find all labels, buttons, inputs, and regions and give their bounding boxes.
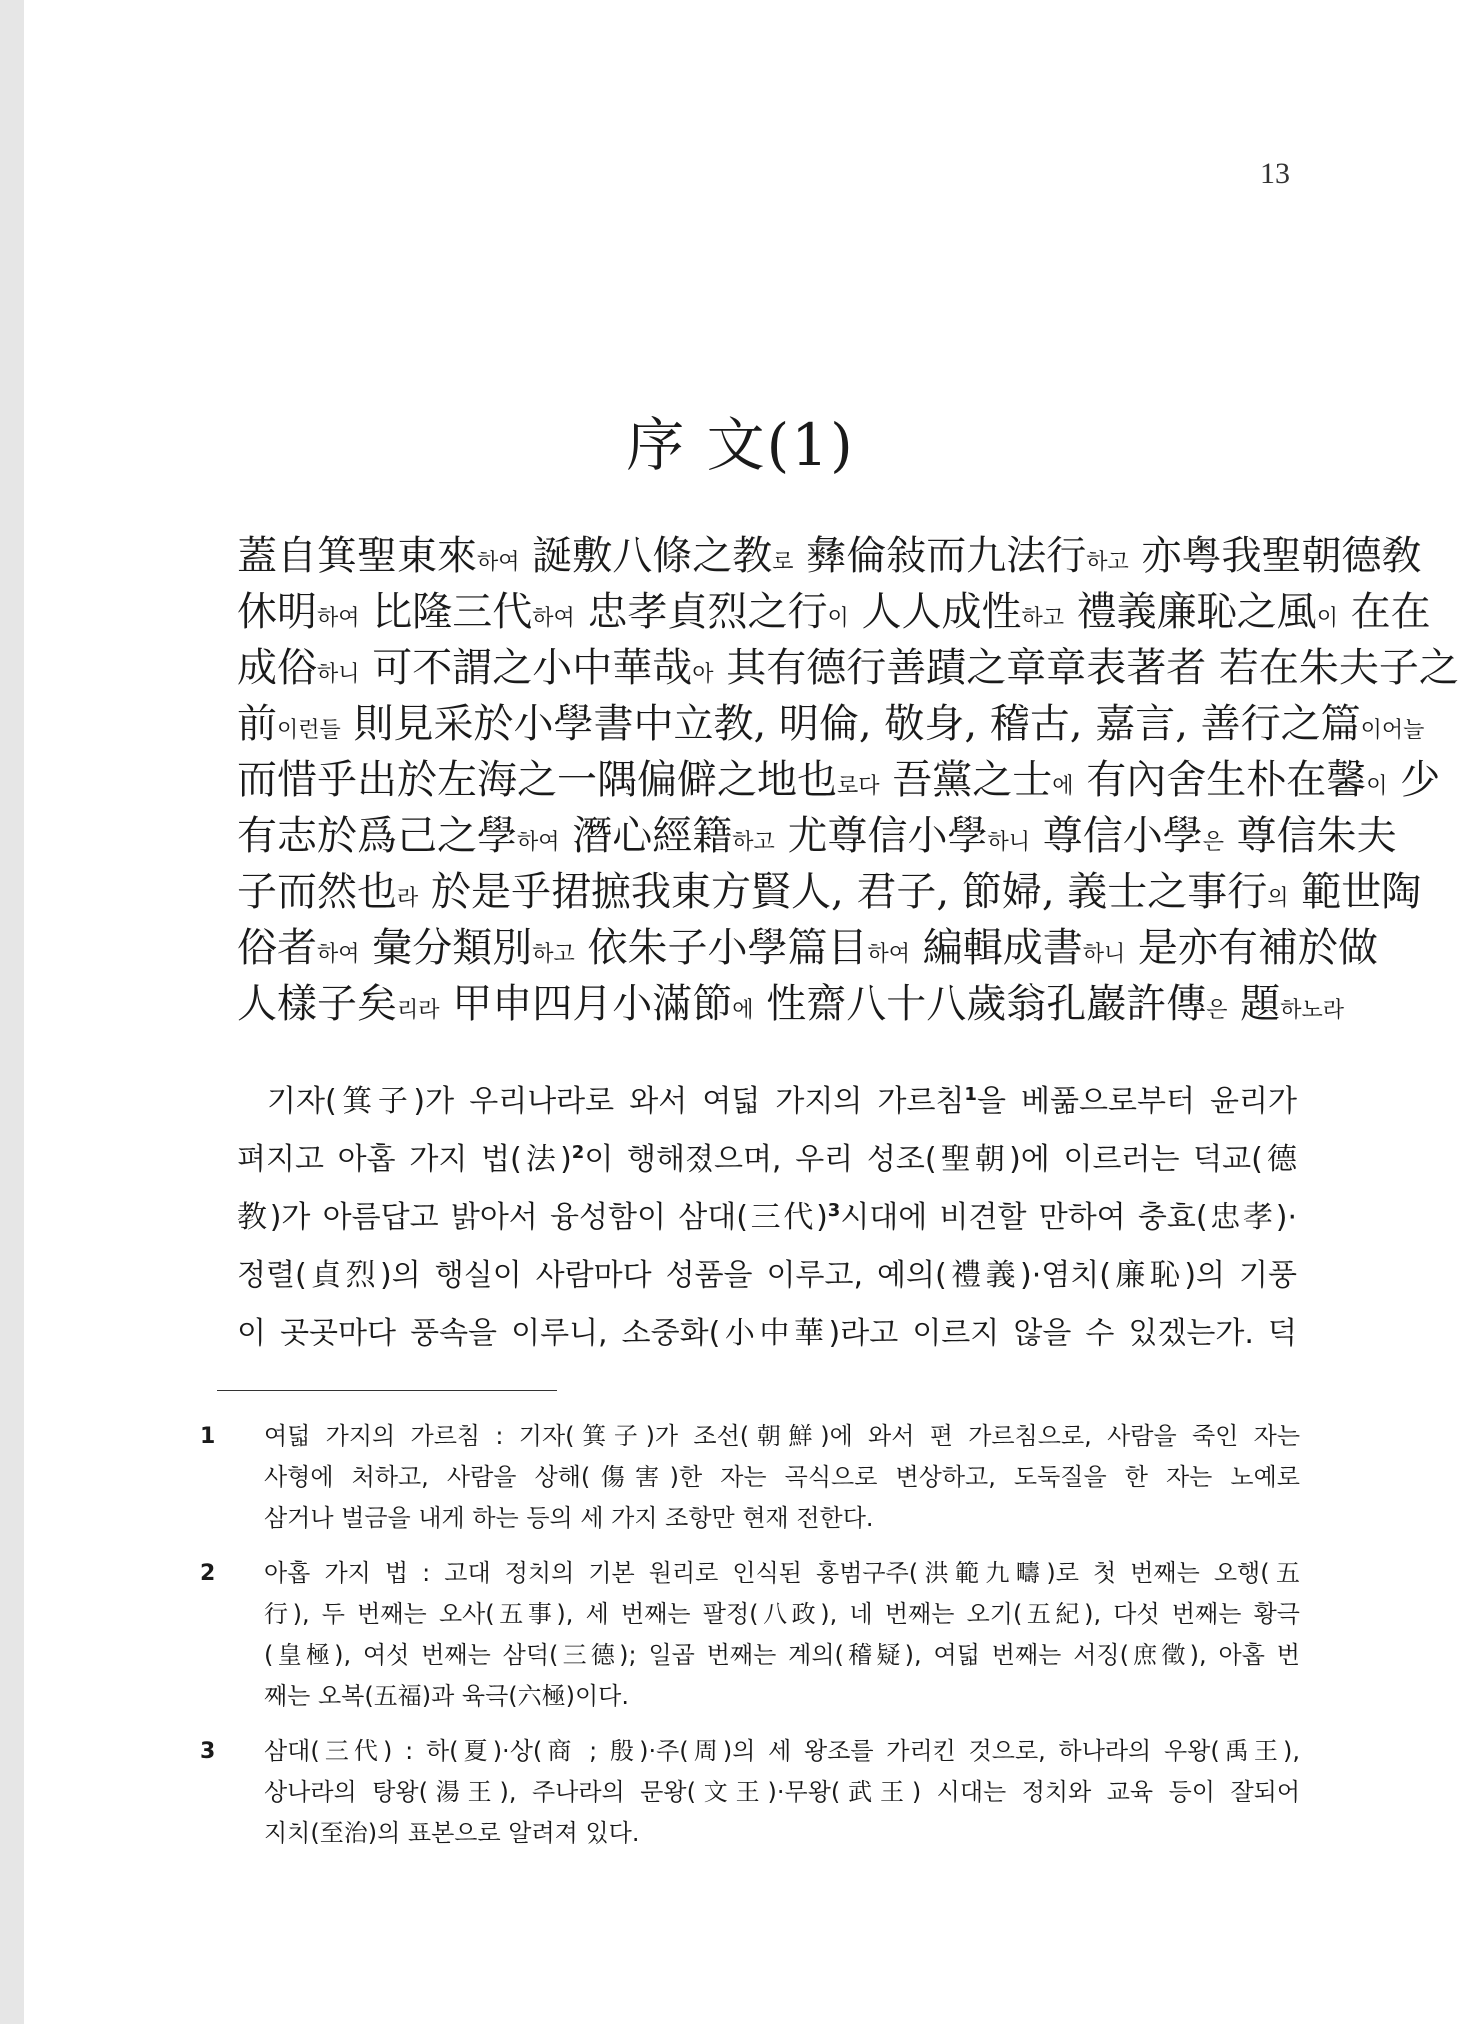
- hanmun-particle: 로다: [837, 774, 880, 799]
- hanmun-particle: 하여: [317, 606, 360, 631]
- hanmun-particle: 이런들: [277, 718, 341, 743]
- hanmun-particle: 은: [1206, 998, 1228, 1023]
- translation-line: 教)가 아름답고 밝아서 융성함이 삼대(三代)$^3$시대에 비견할 만하여 충효(忠孝)·: [237, 1200, 1297, 1235]
- hanmun-particle: 하고: [732, 830, 775, 855]
- hanmun-particle: 하여: [317, 942, 360, 967]
- hanmun-text: 俗者: [237, 925, 317, 971]
- footnote-line: 여덟 가지의 가르침 : 기자(箕子)가 조선(朝鮮)에 와서 편 가르침으로, 사람을 죽인 자는: [264, 1422, 1300, 1450]
- hanmun-text: 成俗: [237, 645, 317, 691]
- hanmun-particle: 하니: [317, 662, 360, 687]
- hanmun-text: 忠孝貞烈之行: [574, 589, 828, 635]
- hanmun-particle: 은: [1202, 830, 1224, 855]
- hanmun-text: 比隆三代: [359, 589, 533, 635]
- footnote-body: [264, 1731, 1300, 1854]
- hanmun-particle: 하여: [532, 606, 575, 631]
- hanmun-text: 於是乎捃摭我東方賢人, 君子, 節婦, 義士之事行: [418, 869, 1268, 915]
- hanmun-particle: 에: [1052, 774, 1074, 799]
- footnote-item: [200, 1553, 1300, 1717]
- translation-line: 펴지고 아홉 가지 법(法)$^2$이 행해졌으며, 우리 성조(聖朝)에 이르러는 덕교(德: [237, 1142, 1297, 1177]
- hanmun-particle: 하고: [1021, 606, 1064, 631]
- hanmun-line: [237, 808, 1397, 864]
- footnote-line: 삼거나 벌금을 내게 하는 등의 세 가지 조항만 현재 전한다.: [264, 1504, 874, 1532]
- hanmun-text: 是亦有補於做: [1125, 925, 1378, 971]
- hanmun-text: 其有德行善蹟之章章表著者 若在朱夫子之: [713, 645, 1459, 691]
- hanmun-line: [237, 752, 1441, 808]
- translation-line: 기자(箕子)가 우리나라로 와서 여덟 가지의 가르침$^1$을 베풂으로부터 윤리가: [267, 1084, 1297, 1119]
- footnote-line: 지치(至治)의 표본으로 알려져 있다.: [264, 1819, 640, 1847]
- hanmun-particle: 이어늘: [1360, 718, 1425, 743]
- hanmun-text: 題: [1227, 981, 1281, 1027]
- hanmun-text: 蓋自箕聖東來: [237, 533, 477, 579]
- footnote-line: 삼대(三代) : 하(夏)·상(商 ; 殷)·주(周)의 세 왕조를 가리킨 것으로, 하나라의 우왕(禹王),: [264, 1737, 1300, 1765]
- footnote-body: [264, 1416, 1300, 1539]
- hanmun-text: 而惜乎出於左海之一隅偏僻之地也: [237, 757, 837, 803]
- footnote-line: 行), 두 번째는 오사(五事), 세 번째는 팔정(八政), 네 번째는 오기(五紀), 다섯 번째는 황극: [264, 1600, 1300, 1628]
- hanmun-text: 有內舍生朴在馨: [1073, 757, 1367, 803]
- page-number: 13: [1260, 157, 1290, 190]
- hanmun-particle: 하여: [477, 550, 520, 575]
- footnote-line: 째는 오복(五福)과 육극(六極)이다.: [264, 1682, 629, 1710]
- korean-translation: [237, 1073, 1297, 1363]
- footnote-marker: 1: [964, 1084, 977, 1105]
- hanmun-text: 編輯成書: [909, 925, 1083, 971]
- footnotes: [200, 1416, 1300, 1868]
- hanmun-text: 性齋八十八歲翁孔巖許傳: [753, 981, 1207, 1027]
- hanmun-line: [237, 528, 1422, 584]
- hanmun-text: 禮義廉恥之風: [1063, 589, 1317, 635]
- hanmun-text: 尊信朱夫: [1223, 813, 1397, 859]
- hanmun-text: 甲申四月小滿節: [439, 981, 733, 1027]
- hanmun-text: 則見采於小學書中立教, 明倫, 敬身, 稽古, 嘉言, 善行之篇: [340, 701, 1361, 747]
- footnote-number: 3: [200, 1739, 216, 1764]
- translation-line: 정렬(貞烈)의 행실이 사람마다 성품을 이루고, 예의(禮義)·염치(廉恥)의 기풍: [237, 1258, 1297, 1293]
- hanmun-text: 尤尊信小學: [774, 813, 988, 859]
- hanmun-text: 誕敷八條之教: [519, 533, 773, 579]
- hanmun-text: 範世陶: [1288, 869, 1422, 915]
- hanmun-text: 前: [237, 701, 277, 747]
- hanmun-text: 彙分類別: [359, 925, 533, 971]
- footnote-marker: 2: [571, 1142, 585, 1163]
- hanmun-particle: 하고: [1086, 550, 1129, 575]
- hanmun-particle: 이: [827, 606, 849, 631]
- hanmun-particle: 하니: [1082, 942, 1126, 967]
- hanmun-particle: 이: [1316, 606, 1338, 631]
- footnote-line: 상나라의 탕왕(湯王), 주나라의 문왕(文王)·무왕(武王) 시대는 정치와 교육 등이 잘되어: [264, 1778, 1300, 1806]
- hanmun-text: 人樣子矣: [237, 981, 397, 1027]
- footnote-body: [264, 1553, 1300, 1717]
- hanmun-text: 依朱子小學篇目: [574, 925, 868, 971]
- page-title: 序 文(1): [626, 411, 855, 479]
- page-edge-band: [0, 0, 24, 2024]
- hanmun-line: [237, 584, 1431, 640]
- hanmun-text: 在在: [1337, 589, 1431, 635]
- hanmun-text: 休明: [237, 589, 317, 635]
- hanmun-text: 可不謂之小中華哉: [359, 645, 693, 691]
- hanmun-particle: 에: [732, 998, 754, 1023]
- footnote-divider: [217, 1390, 557, 1391]
- hanmun-particle: 라: [397, 886, 419, 911]
- hanmun-text: 人人成性: [848, 589, 1022, 635]
- footnote-line: (皇極), 여섯 번째는 삼덕(三德); 일곱 번째는 계의(稽疑), 여덟 번째는 서징(庶徵), 아홉 번: [264, 1641, 1300, 1669]
- hanmun-particle: 리라: [397, 998, 440, 1023]
- footnote-item: [200, 1731, 1300, 1854]
- footnote-number: 1: [200, 1424, 216, 1449]
- hanmun-particle: 하니: [987, 830, 1030, 855]
- hanmun-particle: 하여: [517, 830, 560, 855]
- hanmun-particle: 로: [772, 550, 794, 575]
- footnote-number: 2: [200, 1561, 216, 1586]
- hanmun-particle: 하여: [867, 942, 910, 967]
- hanmun-line: [237, 920, 1378, 976]
- hanmun-text: 吾黨之士: [879, 757, 1053, 803]
- hanmun-text: 有志於爲己之學: [237, 813, 517, 859]
- hanmun-particle: 아: [692, 662, 714, 687]
- translation-line: 이 곳곳마다 풍속을 이루니, 소중화(小中華)라고 이르지 않을 수 있겠는가. 덕: [237, 1316, 1297, 1351]
- hanmun-line: [237, 640, 1459, 696]
- hanmun-text: 尊信小學: [1029, 813, 1203, 859]
- footnote-item: [200, 1416, 1300, 1539]
- hanmun-particle: 하노라: [1280, 998, 1344, 1023]
- hanmun-text: 潛心經籍: [559, 813, 733, 859]
- hanmun-particle: 의: [1267, 886, 1289, 911]
- hanmun-text: 子而然也: [237, 869, 397, 915]
- hanmun-line: [237, 696, 1425, 752]
- footnote-line: 아홉 가지 법 : 고대 정치의 기본 원리로 인식된 홍범구주(洪範九疇)로 첫 번째는 오행(五: [264, 1559, 1300, 1587]
- hanmun-passage: [237, 528, 1459, 1032]
- hanmun-line: [237, 976, 1344, 1032]
- footnote-marker: 3: [827, 1200, 841, 1221]
- hanmun-particle: 하고: [532, 942, 575, 967]
- footnote-line: 사형에 처하고, 사람을 상해(傷害)한 자는 곡식으로 변상하고, 도둑질을 한 자는 노예로: [264, 1463, 1300, 1491]
- hanmun-text: 亦粤我聖朝德敎: [1128, 533, 1422, 579]
- hanmun-text: 彝倫敍而九法行: [793, 533, 1087, 579]
- hanmun-line: [237, 864, 1422, 920]
- hanmun-particle: 이: [1366, 774, 1388, 799]
- hanmun-text: 少: [1387, 757, 1441, 803]
